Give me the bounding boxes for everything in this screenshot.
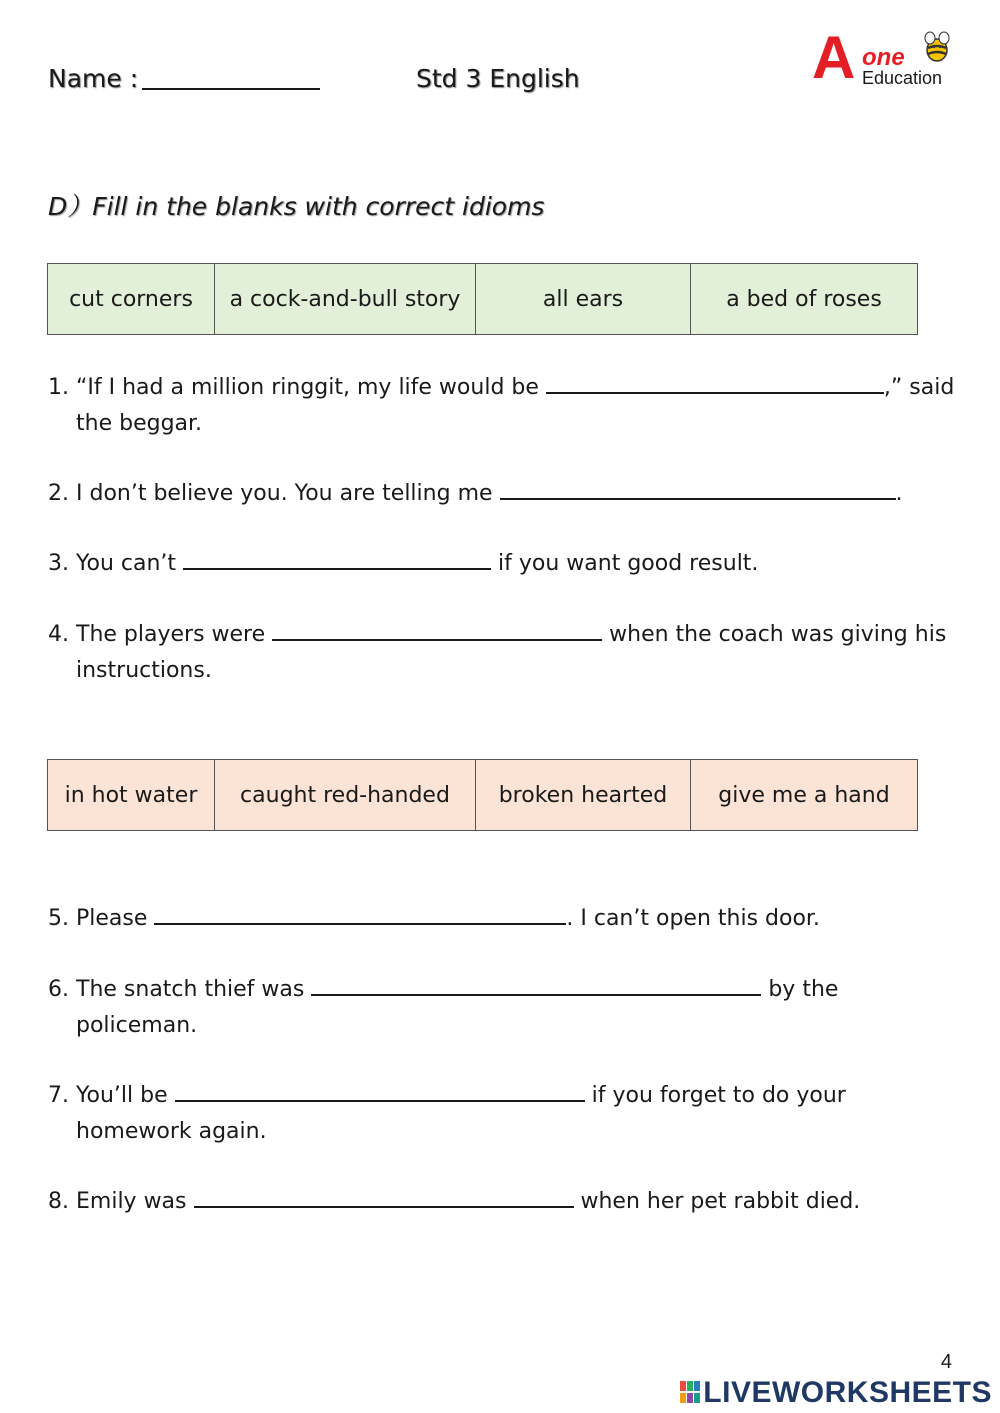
name-label: Name : xyxy=(48,64,139,93)
question-6 xyxy=(48,972,958,1044)
idiom-table-2 xyxy=(47,759,918,831)
question-text: You can’t xyxy=(76,551,184,576)
question-4 xyxy=(48,617,958,689)
answer-blank[interactable] xyxy=(546,370,884,394)
bee-icon xyxy=(920,30,954,64)
answer-blank[interactable] xyxy=(272,617,602,641)
question-text: I don’t believe you. You are telling me xyxy=(76,481,500,506)
question-number: 5. xyxy=(48,906,69,931)
question-text: . xyxy=(895,481,903,506)
question-text: The players were xyxy=(76,622,273,647)
question-text: The snatch thief was xyxy=(76,977,312,1002)
question-number: 1. xyxy=(48,375,69,400)
question-text: the beggar. xyxy=(76,411,203,436)
instruction-heading: D）Fill in the blanks with correct idioms xyxy=(48,192,545,221)
question-5 xyxy=(48,901,958,937)
question-number: 6. xyxy=(48,977,69,1002)
question-text: if you forget to do your xyxy=(584,1083,846,1108)
idiom-table-1 xyxy=(47,263,918,335)
question-text: instructions. xyxy=(76,658,212,683)
logo-letter: A xyxy=(812,24,856,91)
question-text: if you want good result. xyxy=(491,551,759,576)
a-one-education-logo xyxy=(812,26,962,96)
liveworksheets-icon xyxy=(679,1379,701,1405)
question-text: ,” said xyxy=(883,375,955,400)
question-text: when the coach was giving his xyxy=(602,622,947,647)
answer-blank[interactable] xyxy=(175,1078,585,1102)
question-2 xyxy=(48,476,958,512)
idiom-cell: broken hearted xyxy=(476,760,691,831)
question-text: by the xyxy=(761,977,839,1002)
question-number: 2. xyxy=(48,481,69,506)
logo-education: Education xyxy=(862,68,943,88)
liveworksheets-brand xyxy=(679,1376,992,1410)
page-number: 4 xyxy=(940,1351,952,1373)
question-text: Please xyxy=(76,906,155,931)
answer-blank[interactable] xyxy=(500,476,896,500)
idiom-cell: cut corners xyxy=(48,264,215,335)
answer-blank[interactable] xyxy=(311,972,761,996)
question-3 xyxy=(48,546,958,582)
question-text: You’ll be xyxy=(76,1083,175,1108)
question-number: 7. xyxy=(48,1083,69,1108)
idiom-cell: give me a hand xyxy=(691,760,918,831)
name-blank[interactable] xyxy=(142,88,320,90)
idiom-cell: caught red-handed xyxy=(215,760,476,831)
question-number: 8. xyxy=(48,1189,69,1214)
question-number: 4. xyxy=(48,622,69,647)
question-text: Emily was xyxy=(76,1189,194,1214)
question-text: when her pet rabbit died. xyxy=(573,1189,861,1214)
question-number: 3. xyxy=(48,551,69,576)
answer-blank[interactable] xyxy=(194,1184,574,1208)
name-field xyxy=(48,64,320,93)
question-7 xyxy=(48,1078,958,1150)
logo-one: one xyxy=(862,44,905,71)
idiom-cell: a bed of roses xyxy=(691,264,918,335)
question-1 xyxy=(48,370,958,442)
question-text: . I can’t open this door. xyxy=(566,906,820,931)
question-text: homework again. xyxy=(76,1119,267,1144)
idiom-cell: in hot water xyxy=(48,760,215,831)
question-8 xyxy=(48,1184,958,1220)
question-text: policeman. xyxy=(76,1013,198,1038)
answer-blank[interactable] xyxy=(154,901,566,925)
idiom-cell: all ears xyxy=(476,264,691,335)
subject-title: Std 3 English xyxy=(416,64,580,93)
answer-blank[interactable] xyxy=(183,546,491,570)
question-text: “If I had a million ringgit, my life would be xyxy=(76,375,546,400)
footer-brand-text: LIVEWORKSHEETS xyxy=(703,1376,992,1409)
idiom-cell: a cock-and-bull story xyxy=(215,264,476,335)
